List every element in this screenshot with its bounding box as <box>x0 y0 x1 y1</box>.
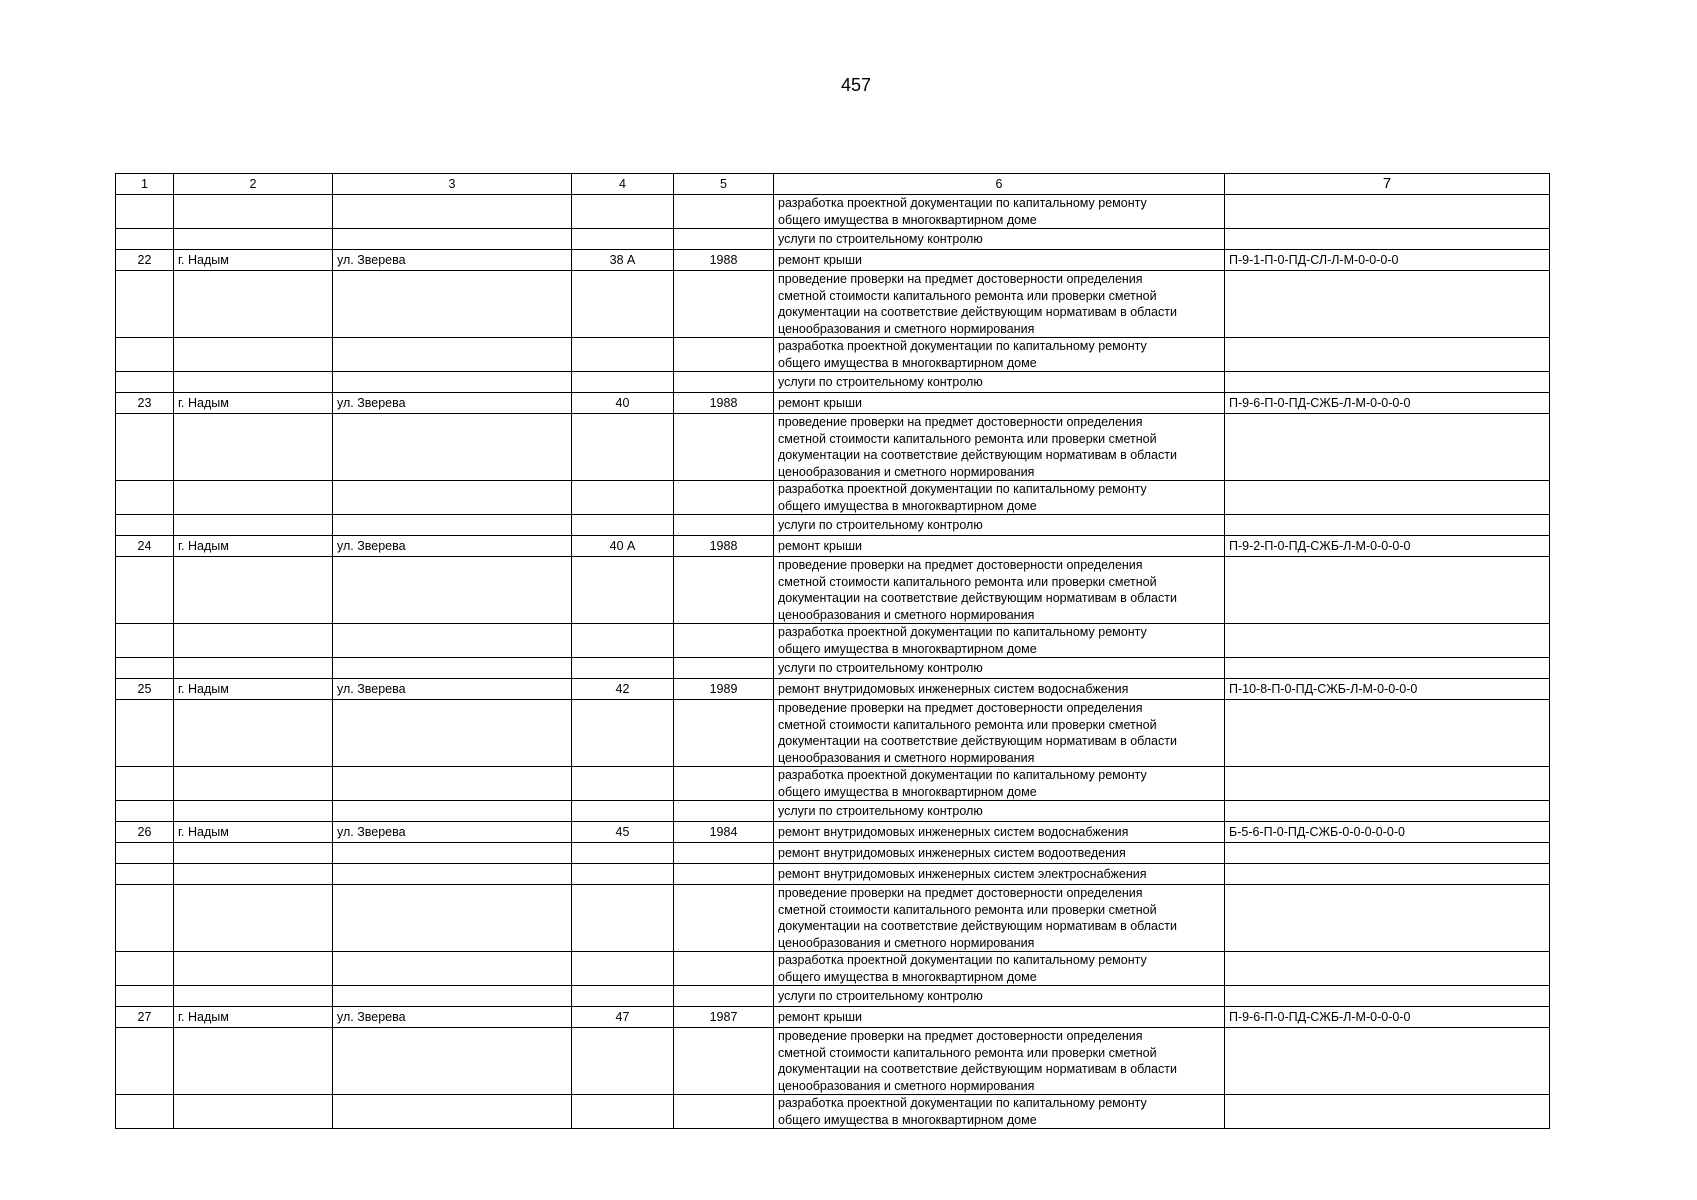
row-number-cell <box>116 843 174 864</box>
table-row <box>116 515 1550 536</box>
house-number-cell <box>572 801 674 822</box>
year-built-cell <box>674 271 774 338</box>
house-code-cell <box>1225 843 1550 864</box>
house-number-cell <box>572 372 674 393</box>
row-number-cell <box>116 195 174 229</box>
table-row <box>116 195 1550 229</box>
row-number-cell: 22 <box>116 250 174 271</box>
work-type-cell: ремонт внутридомовых инженерных систем водоснабжения <box>774 679 1225 700</box>
house-number-cell <box>572 767 674 801</box>
year-built-cell <box>674 952 774 986</box>
row-number-cell <box>116 515 174 536</box>
row-number-cell <box>116 885 174 952</box>
city-cell <box>174 195 333 229</box>
house-number-cell <box>572 843 674 864</box>
year-built-cell: 1987 <box>674 1007 774 1028</box>
house-code-cell <box>1225 515 1550 536</box>
street-cell <box>333 952 572 986</box>
city-cell <box>174 885 333 952</box>
row-number-cell <box>116 1095 174 1129</box>
street-cell <box>333 843 572 864</box>
table-row <box>116 414 1550 481</box>
house-code-cell <box>1225 952 1550 986</box>
house-code-cell: П-9-6-П-0-ПД-СЖБ-Л-М-0-0-0-0 <box>1225 1007 1550 1028</box>
street-cell <box>333 624 572 658</box>
row-number-cell: 25 <box>116 679 174 700</box>
year-built-cell <box>674 843 774 864</box>
table-body <box>116 195 1550 1129</box>
street-cell: ул. Зверева <box>333 822 572 843</box>
work-type-cell: проведение проверки на предмет достоверности определения сметной стоимости капитального ремонта или проверки сметной документации на соответствие действующим нормативам в области ценообразования и сметного нормирования <box>774 271 1225 338</box>
header-col-5: 5 <box>674 174 774 195</box>
table-row <box>116 700 1550 767</box>
house-number-cell <box>572 986 674 1007</box>
work-type-cell: услуги по строительному контролю <box>774 658 1225 679</box>
table-row <box>116 372 1550 393</box>
street-cell <box>333 229 572 250</box>
year-built-cell: 1988 <box>674 250 774 271</box>
work-type-cell: разработка проектной документации по капитальному ремонту общего имущества в многоквартирном доме <box>774 195 1225 229</box>
year-built-cell: 1989 <box>674 679 774 700</box>
house-number-cell <box>572 952 674 986</box>
year-built-cell <box>674 557 774 624</box>
house-code-cell <box>1225 195 1550 229</box>
house-number-cell <box>572 229 674 250</box>
house-code-cell <box>1225 557 1550 624</box>
year-built-cell <box>674 885 774 952</box>
year-built-cell <box>674 414 774 481</box>
year-built-cell <box>674 986 774 1007</box>
street-cell <box>333 338 572 372</box>
street-cell <box>333 414 572 481</box>
work-type-cell: проведение проверки на предмет достоверности определения сметной стоимости капитального ремонта или проверки сметной документации на соответствие действующим нормативам в области ценообразования и сметного нормирования <box>774 885 1225 952</box>
city-cell <box>174 700 333 767</box>
city-cell <box>174 624 333 658</box>
house-number-cell: 40 <box>572 393 674 414</box>
header-row <box>116 174 1550 195</box>
city-cell: г. Надым <box>174 536 333 557</box>
work-type-cell: услуги по строительному контролю <box>774 801 1225 822</box>
header-col-1: 1 <box>116 174 174 195</box>
city-cell: г. Надым <box>174 393 333 414</box>
city-cell <box>174 986 333 1007</box>
header-col-2: 2 <box>174 174 333 195</box>
city-cell: г. Надым <box>174 250 333 271</box>
table-row <box>116 338 1550 372</box>
year-built-cell <box>674 481 774 515</box>
year-built-cell: 1988 <box>674 393 774 414</box>
city-cell <box>174 952 333 986</box>
house-number-cell <box>572 481 674 515</box>
house-code-cell <box>1225 414 1550 481</box>
table-row <box>116 801 1550 822</box>
street-cell <box>333 658 572 679</box>
work-type-cell: услуги по строительному контролю <box>774 229 1225 250</box>
house-code-cell <box>1225 624 1550 658</box>
house-number-cell <box>572 1095 674 1129</box>
city-cell <box>174 372 333 393</box>
house-number-cell: 38 А <box>572 250 674 271</box>
work-type-cell: проведение проверки на предмет достоверности определения сметной стоимости капитального ремонта или проверки сметной документации на соответствие действующим нормативам в области ценообразования и сметного нормирования <box>774 557 1225 624</box>
city-cell <box>174 481 333 515</box>
house-number-cell <box>572 271 674 338</box>
city-cell <box>174 1095 333 1129</box>
row-number-cell: 26 <box>116 822 174 843</box>
house-code-cell <box>1225 801 1550 822</box>
street-cell: ул. Зверева <box>333 250 572 271</box>
year-built-cell <box>674 624 774 658</box>
house-code-cell <box>1225 864 1550 885</box>
street-cell: ул. Зверева <box>333 679 572 700</box>
city-cell <box>174 557 333 624</box>
street-cell: ул. Зверева <box>333 536 572 557</box>
row-number-cell <box>116 767 174 801</box>
table-row <box>116 658 1550 679</box>
house-code-cell: П-9-6-П-0-ПД-СЖБ-Л-М-0-0-0-0 <box>1225 393 1550 414</box>
house-code-cell <box>1225 1028 1550 1095</box>
table-row <box>116 767 1550 801</box>
page-number: 457 <box>840 75 872 95</box>
row-number-cell <box>116 481 174 515</box>
street-cell <box>333 864 572 885</box>
house-code-cell <box>1225 986 1550 1007</box>
work-type-cell: услуги по строительному контролю <box>774 372 1225 393</box>
city-cell <box>174 1028 333 1095</box>
table-row <box>116 952 1550 986</box>
row-number-cell <box>116 557 174 624</box>
row-number-cell <box>116 271 174 338</box>
house-number-cell <box>572 658 674 679</box>
house-code-cell <box>1225 767 1550 801</box>
house-code-cell <box>1225 271 1550 338</box>
city-cell <box>174 864 333 885</box>
row-number-cell <box>116 338 174 372</box>
table-row <box>116 885 1550 952</box>
city-cell <box>174 271 333 338</box>
year-built-cell <box>674 801 774 822</box>
street-cell <box>333 271 572 338</box>
year-built-cell <box>674 338 774 372</box>
work-type-cell: ремонт внутридомовых инженерных систем электроснабжения <box>774 864 1225 885</box>
row-number-cell <box>116 952 174 986</box>
street-cell <box>333 885 572 952</box>
repair-register-table <box>115 173 1550 1129</box>
work-type-cell: разработка проектной документации по капитальному ремонту общего имущества в многоквартирном доме <box>774 1095 1225 1129</box>
city-cell <box>174 229 333 250</box>
work-type-cell: ремонт внутридомовых инженерных систем водоснабжения <box>774 822 1225 843</box>
city-cell <box>174 801 333 822</box>
house-code-cell <box>1225 885 1550 952</box>
work-type-cell: услуги по строительному контролю <box>774 986 1225 1007</box>
work-type-cell: ремонт крыши <box>774 536 1225 557</box>
house-number-cell: 45 <box>572 822 674 843</box>
row-number-cell <box>116 658 174 679</box>
year-built-cell <box>674 229 774 250</box>
house-number-cell <box>572 1028 674 1095</box>
work-type-cell: разработка проектной документации по капитальному ремонту общего имущества в многоквартирном доме <box>774 624 1225 658</box>
work-type-cell: разработка проектной документации по капитальному ремонту общего имущества в многоквартирном доме <box>774 767 1225 801</box>
row-number-cell <box>116 1028 174 1095</box>
house-number-cell <box>572 338 674 372</box>
house-code-cell <box>1225 658 1550 679</box>
year-built-cell <box>674 1095 774 1129</box>
table-row <box>116 229 1550 250</box>
work-type-cell: проведение проверки на предмет достоверности определения сметной стоимости капитального ремонта или проверки сметной документации на соответствие действующим нормативам в области ценообразования и сметного нормирования <box>774 414 1225 481</box>
work-type-cell: разработка проектной документации по капитальному ремонту общего имущества в многоквартирном доме <box>774 952 1225 986</box>
house-number-cell <box>572 557 674 624</box>
house-number-cell <box>572 700 674 767</box>
city-cell: г. Надым <box>174 679 333 700</box>
house-code-cell <box>1225 700 1550 767</box>
table-row <box>116 557 1550 624</box>
street-cell: ул. Зверева <box>333 1007 572 1028</box>
street-cell <box>333 700 572 767</box>
house-code-cell: Б-5-6-П-0-ПД-СЖБ-0-0-0-0-0-0 <box>1225 822 1550 843</box>
table-header <box>116 174 1550 195</box>
year-built-cell <box>674 372 774 393</box>
city-cell: г. Надым <box>174 1007 333 1028</box>
table-row <box>116 624 1550 658</box>
street-cell <box>333 986 572 1007</box>
table-row <box>116 1028 1550 1095</box>
row-number-cell: 27 <box>116 1007 174 1028</box>
house-code-cell: П-9-1-П-0-ПД-СЛ-Л-М-0-0-0-0 <box>1225 250 1550 271</box>
table-row <box>116 1007 1550 1028</box>
header-col-3: 3 <box>333 174 572 195</box>
work-type-cell: ремонт крыши <box>774 393 1225 414</box>
row-number-cell <box>116 624 174 658</box>
street-cell <box>333 1095 572 1129</box>
table-row <box>116 1095 1550 1129</box>
house-number-cell: 42 <box>572 679 674 700</box>
year-built-cell <box>674 700 774 767</box>
house-code-cell: П-10-8-П-0-ПД-СЖБ-Л-М-0-0-0-0 <box>1225 679 1550 700</box>
house-number-cell <box>572 885 674 952</box>
work-type-cell: услуги по строительному контролю <box>774 515 1225 536</box>
work-type-cell: разработка проектной документации по капитальному ремонту общего имущества в многоквартирном доме <box>774 338 1225 372</box>
street-cell <box>333 557 572 624</box>
work-type-cell: проведение проверки на предмет достоверности определения сметной стоимости капитального ремонта или проверки сметной документации на соответствие действующим нормативам в области ценообразования и сметного нормирования <box>774 1028 1225 1095</box>
year-built-cell <box>674 1028 774 1095</box>
street-cell: ул. Зверева <box>333 393 572 414</box>
house-number-cell <box>572 624 674 658</box>
city-cell <box>174 338 333 372</box>
street-cell <box>333 1028 572 1095</box>
year-built-cell <box>674 195 774 229</box>
year-built-cell <box>674 864 774 885</box>
house-code-cell: П-9-2-П-0-ПД-СЖБ-Л-М-0-0-0-0 <box>1225 536 1550 557</box>
row-number-cell <box>116 700 174 767</box>
row-number-cell <box>116 414 174 481</box>
work-type-cell: разработка проектной документации по капитальному ремонту общего имущества в многоквартирном доме <box>774 481 1225 515</box>
city-cell <box>174 843 333 864</box>
city-cell <box>174 658 333 679</box>
year-built-cell <box>674 658 774 679</box>
row-number-cell <box>116 801 174 822</box>
table-row <box>116 843 1550 864</box>
header-col-4: 4 <box>572 174 674 195</box>
year-built-cell: 1988 <box>674 536 774 557</box>
street-cell <box>333 372 572 393</box>
house-number-cell <box>572 195 674 229</box>
street-cell <box>333 515 572 536</box>
table-row <box>116 679 1550 700</box>
work-type-cell: проведение проверки на предмет достоверности определения сметной стоимости капитального ремонта или проверки сметной документации на соответствие действующим нормативам в области ценообразования и сметного нормирования <box>774 700 1225 767</box>
table-row <box>116 536 1550 557</box>
house-code-cell <box>1225 481 1550 515</box>
year-built-cell: 1984 <box>674 822 774 843</box>
table-row <box>116 864 1550 885</box>
street-cell <box>333 195 572 229</box>
house-code-cell <box>1225 1095 1550 1129</box>
row-number-cell: 24 <box>116 536 174 557</box>
year-built-cell <box>674 515 774 536</box>
table-row <box>116 250 1550 271</box>
street-cell <box>333 767 572 801</box>
year-built-cell <box>674 767 774 801</box>
header-col-6: 6 <box>774 174 1225 195</box>
row-number-cell: 23 <box>116 393 174 414</box>
work-type-cell: ремонт внутридомовых инженерных систем водоотведения <box>774 843 1225 864</box>
city-cell <box>174 414 333 481</box>
work-type-cell: ремонт крыши <box>774 1007 1225 1028</box>
row-number-cell <box>116 372 174 393</box>
city-cell: г. Надым <box>174 822 333 843</box>
work-type-cell: ремонт крыши <box>774 250 1225 271</box>
row-number-cell <box>116 864 174 885</box>
house-number-cell: 40 А <box>572 536 674 557</box>
house-code-cell <box>1225 338 1550 372</box>
house-number-cell <box>572 414 674 481</box>
house-number-cell: 47 <box>572 1007 674 1028</box>
row-number-cell <box>116 229 174 250</box>
table-row <box>116 271 1550 338</box>
house-code-cell <box>1225 229 1550 250</box>
street-cell <box>333 801 572 822</box>
city-cell <box>174 515 333 536</box>
house-code-cell <box>1225 372 1550 393</box>
row-number-cell <box>116 986 174 1007</box>
city-cell <box>174 767 333 801</box>
table-row <box>116 986 1550 1007</box>
table-row <box>116 822 1550 843</box>
street-cell <box>333 481 572 515</box>
house-number-cell <box>572 515 674 536</box>
header-col-7: 7 <box>1225 174 1550 195</box>
table-row <box>116 481 1550 515</box>
house-number-cell <box>572 864 674 885</box>
table-row <box>116 393 1550 414</box>
